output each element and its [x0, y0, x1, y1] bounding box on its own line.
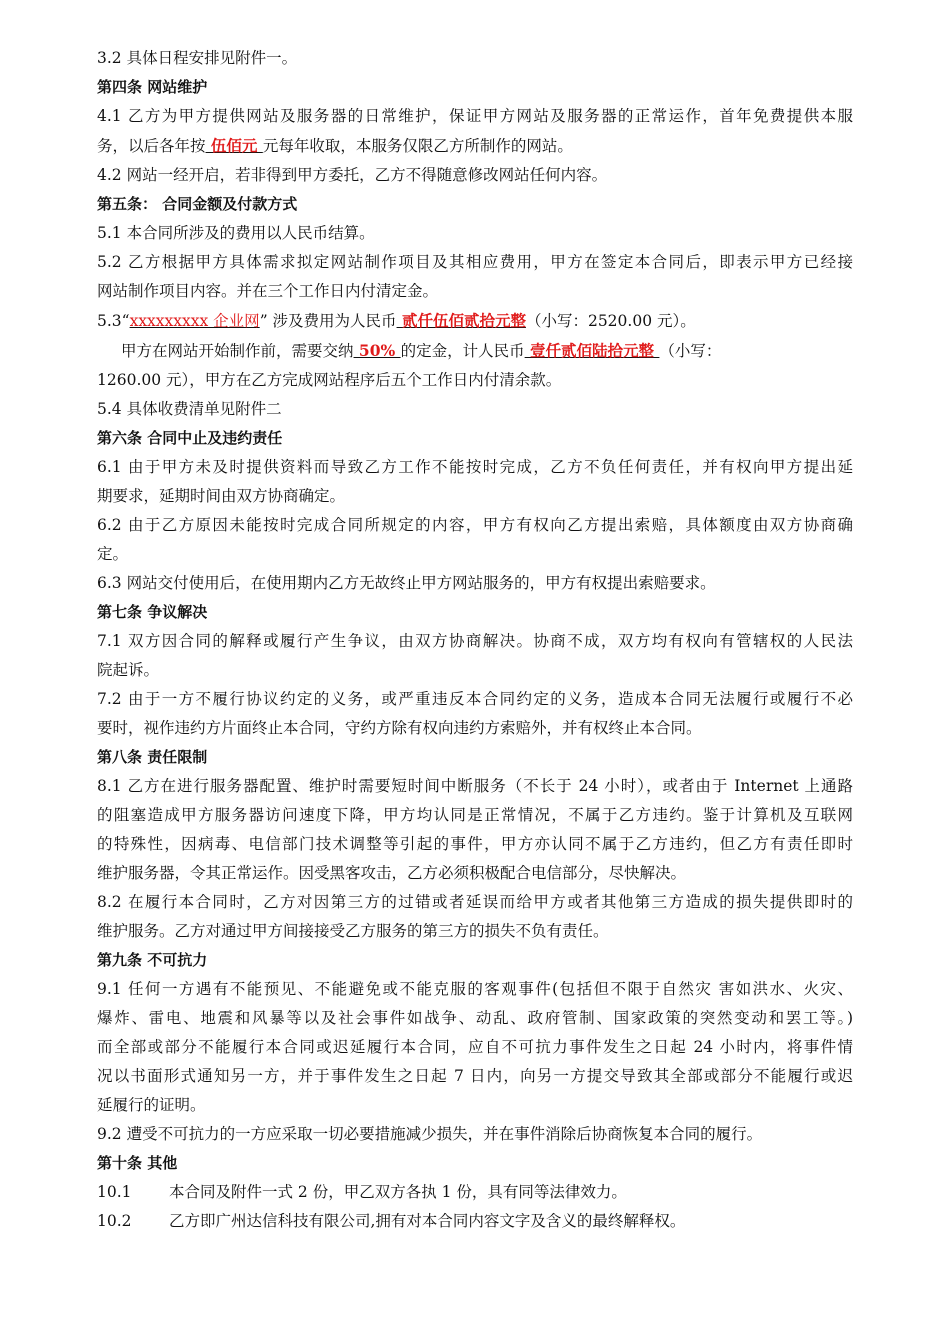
clause-4-1-line1: 4.1 乙方为甲方提供网站及服务器的日常维护，保证甲方网站及服务器的正常运作，首年免费提供本服 [97, 107, 853, 125]
clause-6-2-line2: 定。 [97, 545, 129, 563]
clause-8-1-line4: 维护服务器，令其正常运作。因受黑客攻击，乙方必须积极配合电信部分，尽快解决。 [97, 864, 687, 882]
clause-9-1-line5: 延履行的证明。 [97, 1096, 206, 1114]
clause-5-4: 5.4 具体收费清单见附件二 [97, 400, 282, 418]
heading-article-5: 第五条： 合同金额及付款方式 [97, 195, 298, 213]
clause-6-3: 6.3 网站交付使用后，在使用期内乙方无故终止甲方网站服务的，甲方有权提出索赔要求。 [97, 574, 716, 592]
heading-article-9: 第九条 不可抗力 [97, 951, 208, 969]
clause-8-1-line3: 的特殊性，因病毒、电信部门技术调整等引起的事件，甲方亦认同不属于乙方违约，但乙方有责任即时 [97, 835, 853, 853]
clause-number: 10.2 [97, 1212, 132, 1230]
clause-6-2-line1: 6.2 由于乙方原因未能按时完成合同所规定的内容，甲方有权向乙方提出索赔，具体额度由双方协商确 [97, 516, 853, 534]
clause-3-2: 3.2 具体日程安排见附件一。 [97, 49, 298, 67]
clause-9-2: 9.2 遭受不可抗力的一方应采取一切必要措施减少损失，并在事件消除后协商恢复本合同的履行。 [97, 1125, 763, 1143]
clause-8-2-line2: 维护服务。乙方对通过甲方间接接受乙方服务的第三方的损失不负有责任。 [97, 922, 609, 940]
clause-10-2: 10.2 乙方即广州达信科技有限公司,拥有对本合同内容文字及含义的最终解释权。 [97, 1207, 853, 1236]
clause-6-1-line2: 期要求，延期时间由双方协商确定。 [97, 487, 346, 505]
clause-9-1-line1: 9.1 任何一方遇有不能预见、不能避免或不能克服的客观事件(包括但不限于自然灾 害如洪水、火灾、 [97, 980, 853, 998]
deposit-line2: 1260.00 元），甲方在乙方完成网站程序后五个工作日内付清余款。 [97, 371, 562, 389]
deposit-line1: 甲方在网站开始制作前，需要交纳 50% 的定金，计人民币 壹仟贰佰陆拾元整 （小写： [121, 341, 722, 360]
contract-body [97, 44, 853, 1236]
clause-6-1-line1: 6.1 由于甲方未及时提供资料而导致乙方工作不能按时完成，乙方不负任何责任，并有权向甲方提出延 [97, 458, 853, 476]
heading-article-4: 第四条 网站维护 [97, 78, 208, 96]
clause-8-1-line2: 的阻塞造成甲方服务器访问速度下降，甲方均认同是正常情况，不属于乙方违约。鉴于计算机及互联网 [97, 806, 853, 824]
clause-4-2: 4.2 网站一经开启，若非得到甲方委托，乙方不得随意修改网站任何内容。 [97, 166, 608, 184]
clause-10-1: 10.1 本合同及附件一式 2 份，甲乙双方各执 1 份，具有同等法律效力。 [97, 1178, 853, 1207]
heading-article-8: 第八条 责任限制 [97, 748, 208, 766]
heading-article-10: 第十条 其他 [97, 1154, 178, 1172]
clause-9-1-line2: 爆炸、雷电、地震和风暴等以及社会事件如战争、动乱、政府管制、国家政策的突然变动和罢工等。) [97, 1009, 853, 1027]
clause-9-1-line3: 而全部或部分不能履行本合同或迟延履行本合同，应自不可抗力事件发生之日起 24 小时内，将事件情 [97, 1038, 853, 1056]
project-name: xxxxxxxxx 企业网 [129, 312, 260, 330]
maintenance-fee: 伍佰元 [205, 136, 263, 155]
heading-article-6: 第六条 合同中止及违约责任 [97, 429, 283, 447]
deposit-amount: 壹仟贰佰陆拾元整 [524, 341, 660, 360]
deposit-percent: 50% [353, 341, 401, 360]
clause-8-1-line1: 8.1 乙方在进行服务器配置、维护时需要短时间中断服务（不长于 24 小时），或者由于 Internet 上通路 [97, 777, 853, 795]
clause-7-2-line1: 7.2 由于一方不履行协议约定的义务，或严重违反本合同约定的义务，造成本合同无法履行或履行不必 [97, 690, 853, 708]
heading-article-7: 第七条 争议解决 [97, 603, 208, 621]
clause-7-2-line2: 要时，视作违约方片面终止本合同，守约方除有权向违约方索赔外，并有权终止本合同。 [97, 719, 702, 737]
clause-5-2-line2: 网站制作项目内容。并在三个工作日内付清定金。 [97, 282, 439, 300]
clause-7-1-line1: 7.1 双方因合同的解释或履行产生争议，由双方协商解决。协商不成，双方均有权向有管辖权的人民法 [97, 632, 853, 650]
clause-5-3: 5.3“xxxxxxxxx 企业网” 涉及费用为人民币 贰仟伍佰贰拾元整（小写：2520.00 元）。 [97, 311, 696, 330]
clause-5-1: 5.1 本合同所涉及的费用以人民币结算。 [97, 224, 375, 242]
clause-7-1-line2: 院起诉。 [97, 661, 160, 679]
clause-number: 10.1 [97, 1183, 132, 1201]
clause-4-1-line2: 务，以后各年按 伍佰元 元每年收取，本服务仅限乙方所制作的网站。 [97, 136, 573, 155]
clause-9-1-line4: 况以书面形式通知另一方，并于事件发生之日起 7 日内，向另一方提交导致其全部或部分不能履行或迟 [97, 1067, 853, 1085]
clause-8-2-line1: 8.2 在履行本合同时，乙方对因第三方的过错或者延误而给甲方或者其他第三方造成的损失提供即时的 [97, 893, 853, 911]
clause-5-2-line1: 5.2 乙方根据甲方具体需求拟定网站制作项目及其相应费用，甲方在签定本合同后，即表示甲方已经接 [97, 253, 853, 271]
total-amount: 贰仟伍佰贰拾元整 [396, 311, 526, 330]
